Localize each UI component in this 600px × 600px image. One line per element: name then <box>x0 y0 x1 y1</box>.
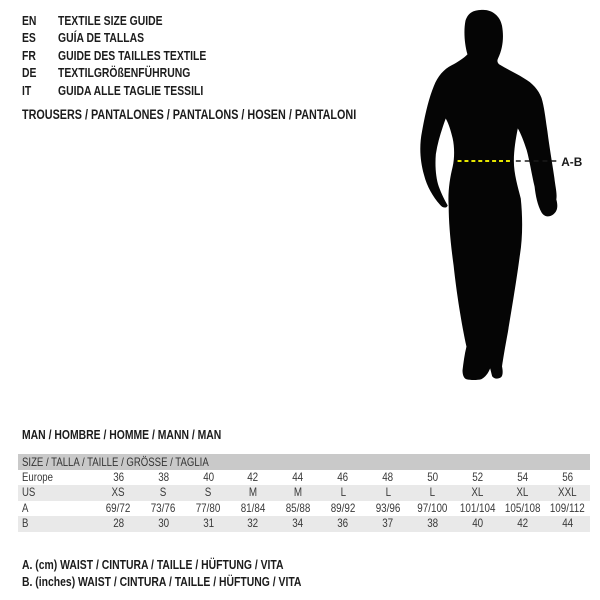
row-label: B <box>22 516 29 531</box>
silhouette-shape <box>420 10 557 380</box>
language-row-it <box>22 82 243 99</box>
size-cell: L <box>430 485 436 500</box>
size-cell: L <box>340 485 346 500</box>
language-code: FR <box>22 47 36 63</box>
size-cell: 42 <box>247 470 259 484</box>
size-cell: L <box>385 485 391 500</box>
size-cell: M <box>249 485 258 500</box>
row-label: Europe <box>22 470 53 484</box>
language-code: EN <box>22 13 37 28</box>
size-cell: S <box>160 485 167 500</box>
language-code: IT <box>22 82 32 98</box>
language-row-de <box>22 64 243 81</box>
size-cell: 77/80 <box>195 500 221 515</box>
size-cell: 105/108 <box>504 500 541 515</box>
size-cell: 36 <box>112 470 124 484</box>
size-cell: 109/112 <box>550 500 585 515</box>
size-cell: 89/92 <box>330 500 356 515</box>
table-row-us <box>18 485 590 500</box>
size-cell: 38 <box>157 470 169 484</box>
size-cell: 30 <box>157 516 169 531</box>
language-row-fr <box>22 47 243 64</box>
language-label: TEXTILE SIZE GUIDE <box>58 13 163 28</box>
size-cell: 101/104 <box>459 500 496 515</box>
size-cell: 32 <box>247 516 259 531</box>
size-cell: 36 <box>337 516 349 531</box>
size-cell: XL <box>516 485 529 500</box>
size-cell: 48 <box>382 470 394 484</box>
language-code: DE <box>22 65 37 81</box>
size-cell: 31 <box>202 516 214 531</box>
ab-measure-label: A-B <box>561 154 583 169</box>
language-row-es <box>22 29 243 46</box>
size-cell: XXL <box>558 485 577 500</box>
table-row-b-inches <box>18 516 590 531</box>
table-header: SIZE / TALLA / TAILLE / GRÖSSE / TAGLIA <box>18 454 590 470</box>
size-cell: 40 <box>202 470 214 484</box>
size-table <box>18 454 590 532</box>
language-label: GUIDA ALLE TAGLIE TESSILI <box>58 82 204 98</box>
size-cell: 44 <box>562 516 573 531</box>
language-list <box>22 12 243 99</box>
man-silhouette <box>405 5 600 397</box>
size-cell: 46 <box>337 470 349 484</box>
garment-title: TROUSERS / PANTALONES / PANTALONS / HOSEN / PANTALONI <box>22 107 357 122</box>
size-cell: 85/88 <box>285 500 311 515</box>
size-cell: 44 <box>292 470 304 484</box>
size-cell: 50 <box>427 470 439 484</box>
size-cell: 52 <box>472 470 484 484</box>
size-cell: 34 <box>292 516 304 531</box>
size-cell: XS <box>111 485 126 500</box>
language-code: ES <box>22 30 36 46</box>
note-a: A. (cm) WAIST / CINTURA / TAILLE / HÜFTUNG / VITA <box>22 557 284 572</box>
size-cell: 37 <box>382 516 394 531</box>
size-cell: 73/76 <box>151 500 176 515</box>
size-cell: M <box>293 485 303 500</box>
size-cell: 93/96 <box>375 500 401 515</box>
note-b: B. (inches) WAIST / CINTURA / TAILLE / HÜFTUNG / VITA <box>22 574 302 590</box>
size-cell: XL <box>471 485 484 500</box>
row-label: US <box>22 485 36 500</box>
table-row-europe <box>18 470 590 485</box>
size-cell: 38 <box>427 516 439 531</box>
language-label: GUÍA DE TALLAS <box>58 30 145 46</box>
size-cell: 97/100 <box>417 500 448 515</box>
size-cell: 56 <box>562 470 573 484</box>
size-cell: 81/84 <box>240 500 266 515</box>
language-row-en <box>22 12 243 29</box>
row-label: A <box>22 500 29 515</box>
size-cell: 54 <box>517 470 529 484</box>
language-label: GUIDE DES TAILLES TEXTILE <box>58 47 207 63</box>
size-cell: 42 <box>517 516 529 531</box>
size-cell: 40 <box>472 516 484 531</box>
section-title-man: MAN / HOMBRE / HOMME / MANN / MAN <box>22 427 222 442</box>
size-cell: S <box>204 485 212 500</box>
size-cell: 28 <box>112 516 124 531</box>
table-row-a-cm <box>18 501 590 516</box>
language-label: TEXTILGRÖßENFÜHRUNG <box>58 65 191 81</box>
size-cell: 69/72 <box>106 500 131 515</box>
measurement-notes <box>22 556 371 591</box>
